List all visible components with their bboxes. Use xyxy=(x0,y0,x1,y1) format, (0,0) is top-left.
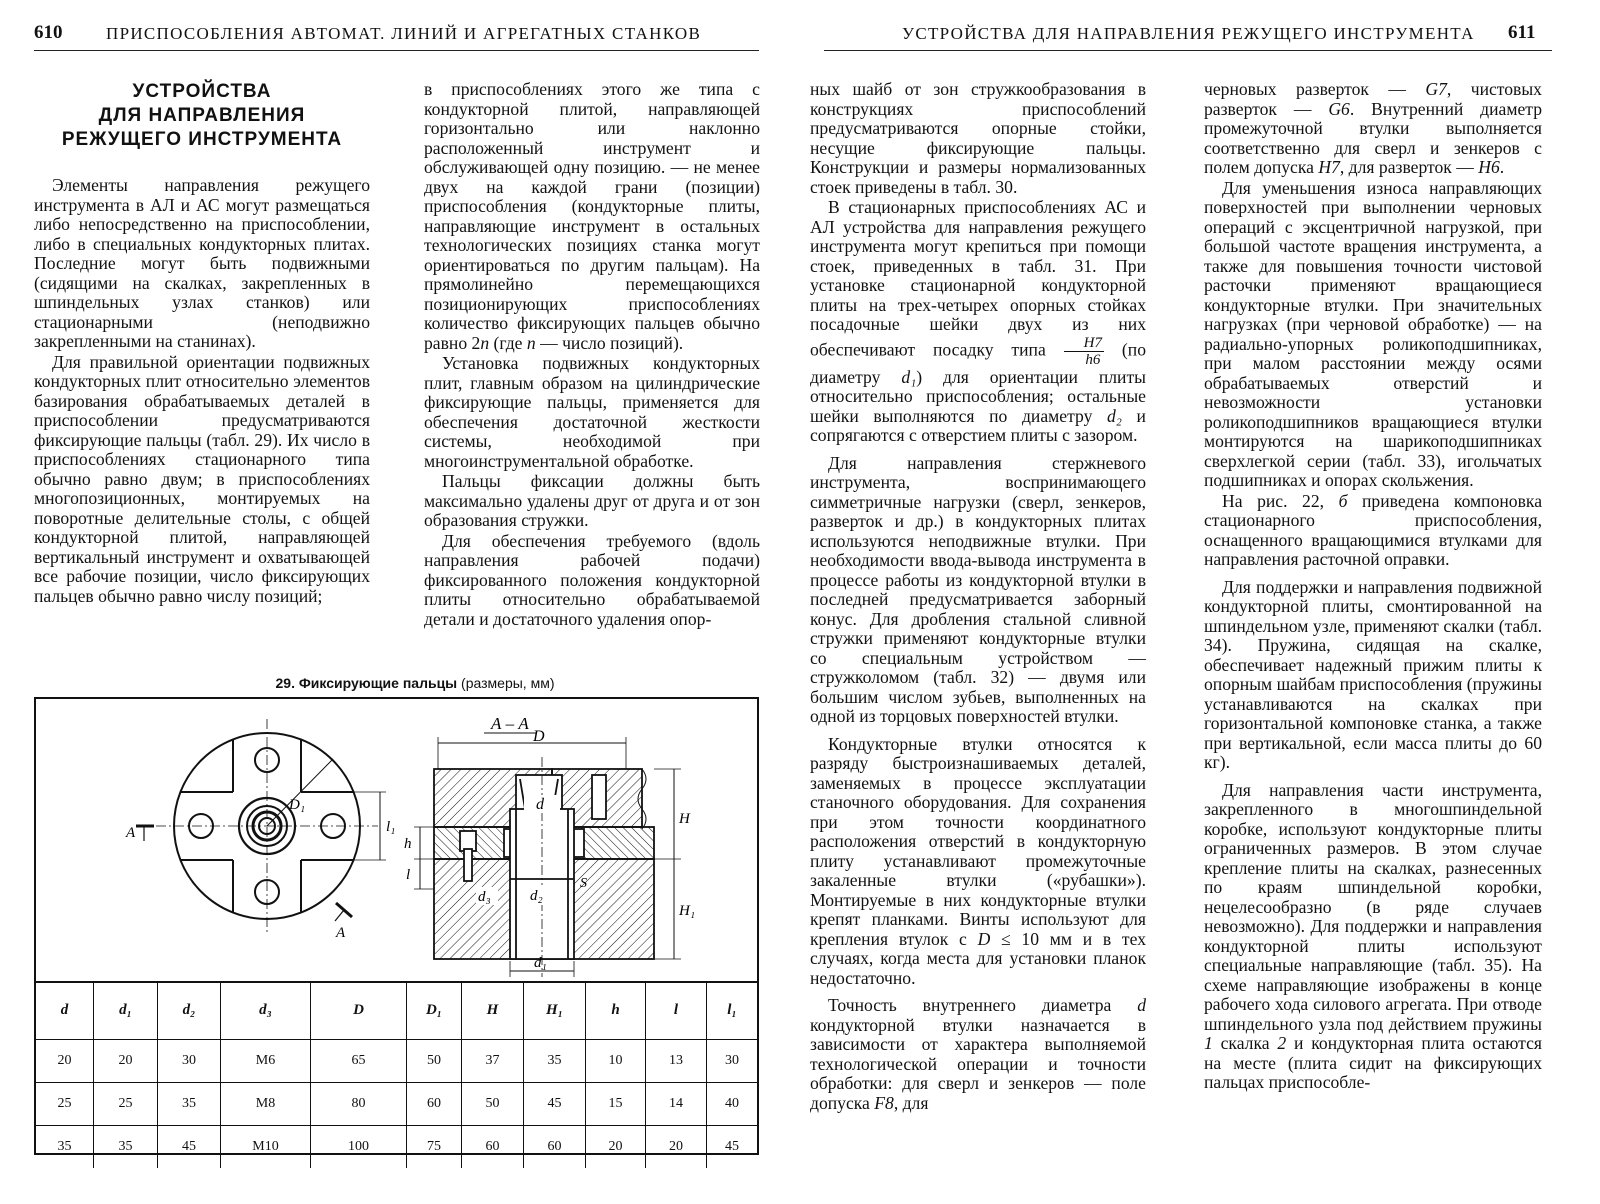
paragraph: Элементы направления режущего инструмента в АЛ и АС могут размещаться либо непосредственно на приспособлении, либо в специальных кондукторных плитах. Последние могут быть подвижными (сидящими на скалках, закрепленных в шпиндельных узлах станков) или стационарными (неподвижно закрепленными на станинах). xyxy=(34,175,370,351)
text-column-3 xyxy=(810,80,1146,1113)
paragraph: Для направления стержневого инструмента, воспринимающего симметричные нагрузки (сверл, зенкеров, разверток и др.) в кондукторных плитах используются неподвижные втулки. При необходимости ввода-вывода инструмента в процессе работы из кондукторной втулки в последней предусматривается заборный конус. Для дробления стальной сливной стружки применяют кондукторные втулки со специальным устройством — стружколомом (табл. 32) — двумя или большим числом зубьев, выполненных на одной из торцовых поверхностей втулки. xyxy=(810,452,1146,726)
section-title: УСТРОЙСТВА ДЛЯ НАПРАВЛЕНИЯ РЕЖУЩЕГО ИНСТРУМЕНТА xyxy=(61,81,343,150)
col-header: d xyxy=(36,981,94,1040)
paragraph: Пальцы фиксации должны быть максимально удалены друг от друга и от зон образования стружки. xyxy=(424,471,760,530)
section-view xyxy=(434,757,654,977)
col-header: D xyxy=(311,981,407,1040)
col-header: l₁ xyxy=(707,981,758,1040)
text-column-4 xyxy=(1204,80,1542,1093)
label-section: А – А xyxy=(491,714,529,733)
label-D1: D₁ xyxy=(289,797,306,813)
table-cell: 35 xyxy=(94,1126,158,1169)
label-l1: l₁ xyxy=(386,819,396,835)
plan-view xyxy=(136,719,386,933)
label-d: d xyxy=(536,796,544,813)
label-l: l xyxy=(406,867,411,883)
table-cell: 40 xyxy=(707,1083,758,1126)
right-page xyxy=(810,0,1600,1204)
col-header: d₁ xyxy=(94,981,158,1040)
table-cell: 30 xyxy=(158,1040,221,1083)
table-row xyxy=(36,1083,757,1126)
paragraph: Установка подвижных кондукторных плит, главным образом на цилиндрические фиксирующие пальцы, применяется для обеспечения достаточной жесткости системы, необходимой при многоинструментальной обработке. xyxy=(424,353,760,471)
table-cell: 35 xyxy=(524,1040,586,1083)
label-d2: d₂ xyxy=(530,888,543,904)
text-column-1 xyxy=(34,80,370,606)
paragraph: Для направления части инструмента, закрепленного в многошпиндельной коробке, используют кондукторные плиты ограниченных размеров. В этом случае крепление плиты на скалках, разнесенных по краям шпиндельной коробки, нецелесообразно (в ряде случаев невозможно). Для поддержки и направления кондукторной плиты используют специальные направляющие (табл. 35). На схеме направляющие изображены в конце рабочего хода силового агрегата. При отводе шпиндельного узла под действием пружины 1 скалка 2 и кондукторная плита остаются на месте (плита сидит на фиксирующих пальцах приспособле- xyxy=(1204,779,1542,1092)
paragraph: Кондукторные втулки относятся к разряду быстроизнашиваемых деталей, заменяемых в процессе эксплуатации станочного оборудования. Для сохранения при этом точности координатного расположения отверстий в кондукторную плиту устанавливают промежуточные закаленные втулки («рубашки»). Монтируемые в них кондукторные втулки крепят планками. Винты используют для крепления втулок с D ≤ 10 мм и в тех случаях, когда места для установки планок недостаточно. xyxy=(810,733,1146,988)
paragraph: черновых разверток — G7, чистовых разверток — G6. Внутренний диаметр промежуточной втулки выполняется соответственно для сверл и зенкеров с полем допуска H7, для разверток — H6. xyxy=(1204,79,1542,177)
dimensions-table xyxy=(36,981,757,1168)
table-header-row xyxy=(36,981,757,1040)
col-header: H₁ xyxy=(524,981,586,1040)
left-page xyxy=(0,0,795,1204)
table-29 xyxy=(34,697,759,1155)
table-row xyxy=(36,1040,757,1083)
table-cell: 20 xyxy=(646,1126,707,1169)
running-head-right: УСТРОЙСТВА ДЛЯ НАПРАВЛЕНИЯ РЕЖУЩЕГО ИНСТРУМЕНТА xyxy=(902,24,1475,43)
col-header: d₃ xyxy=(221,981,311,1040)
table-cell: 80 xyxy=(311,1083,407,1126)
col-header: D₁ xyxy=(407,981,462,1040)
paragraph: Для обеспечения требуемого (вдоль направления рабочей подачи) фиксированного положения кондукторной плиты относительно обрабатываемой детали и достаточного удаления опор- xyxy=(424,530,760,629)
page-number-right: 611 xyxy=(1508,22,1536,43)
table-cell: 20 xyxy=(36,1040,94,1083)
text-column-2 xyxy=(424,80,760,629)
table-cell: 14 xyxy=(646,1083,707,1126)
header-rule-right xyxy=(824,50,1552,51)
table-cell: 35 xyxy=(36,1126,94,1169)
label-h: h xyxy=(404,836,412,852)
fit-fraction: $\frac{H7}{h6}$ xyxy=(1064,335,1104,368)
label-A-right: А xyxy=(336,925,346,941)
label-D: D xyxy=(533,728,545,745)
table-cell: 35 xyxy=(158,1083,221,1126)
paragraph: В стационарных приспособлениях АС и АЛ устройства для направления режущего инструмента могут крепиться при помощи стоек, приведенных в табл. 31. При установке стационарной кондукторной плиты на трех-четырех опорных стойках посадочные шейки двух из них обеспечивают посадку типа $\frac{H7}{h6}$ (по диаметру d₁) для ориентации плиты относительно приспособления; остальные шейки выполняются по диаметру d₂ и сопрягаются с отверстием плиты с зазором. xyxy=(810,197,1146,445)
paragraph: Точность внутреннего диаметра d кондукторной втулки назначается в зависимости от характера выполняемой технологической операции и точности обработки: для сверл и зенкеров — поле допуска F8, для xyxy=(810,995,1146,1113)
drawing-svg xyxy=(36,699,757,981)
table-cell: 50 xyxy=(407,1040,462,1083)
technical-drawing xyxy=(36,699,757,983)
col-header: d₂ xyxy=(158,981,221,1040)
table-cell: 20 xyxy=(94,1040,158,1083)
label-H1: H₁ xyxy=(679,903,696,919)
table-cell: 100 xyxy=(311,1126,407,1169)
table-caption: 29. Фиксирующие пальцы (размеры, мм) xyxy=(275,675,555,691)
label-d1: d₁ xyxy=(534,955,547,971)
paragraph: Для правильной ориентации подвижных кондукторных плит относительно элементов базирования обрабатываемых деталей в приспособлении предусматриваются фиксирующие пальцы (табл. 29). Их число в приспособлениях стационарного типа обычно равно двум; в приспособлениях многопозиционных, монтируемых на поворотные делительные столы, с общей кондукторной плитой, направляющей вертикальный инструмент и охватывающей все рабочие позиции, число фиксирующих пальцев обычно равно числу позиций; xyxy=(34,351,370,606)
label-A-left: А xyxy=(126,825,136,841)
table-cell: M8 xyxy=(221,1083,311,1126)
table-cell: 25 xyxy=(94,1083,158,1126)
table-cell: 25 xyxy=(36,1083,94,1126)
table-cell: 45 xyxy=(158,1126,221,1169)
paragraph: ных шайб от зон стружкообразования в конструкциях приспособлений предусматриваются опорные стойки, несущие фиксирующие пальцы. Конструкции и размеры нормализованных стоек приведены в табл. 30. xyxy=(810,79,1146,197)
header-rule-left xyxy=(34,50,759,51)
paragraph: Для поддержки и направления подвижной кондукторной плиты, смонтированной на шпиндельном узле, применяют скалки (табл. 34). Пружина, сидящая на скалке, обеспечивает надежный прижим плиты к опорным шайбам приспособления (пружины устанавливаются на скалках при горизонтальной компоновке станка, а также при вертикальной, если масса плиты до 60 кг). xyxy=(1204,576,1542,772)
table-cell: M10 xyxy=(221,1126,311,1169)
paragraph: в приспособлениях этого же типа с кондукторной плитой, направляющей горизонтально или наклонно расположенный инструмент и обслуживающей одну позицию. — не менее двух на каждой грани (позиции) приспособления (кондукторные плиты, направляющие инструмент в остальных технологических позициях станка могут ориентироваться по другим пальцам). На прямолинейно перемещающихся позиционирующих приспособлениях количество фиксирующих пальцев обычно равно 2n (где n — число позиций). xyxy=(424,79,760,353)
col-header: l xyxy=(646,981,707,1040)
table-cell: 65 xyxy=(311,1040,407,1083)
table-cell: 13 xyxy=(646,1040,707,1083)
label-d3: d₃ xyxy=(478,889,491,905)
table-cell: 37 xyxy=(462,1040,524,1083)
label-H: H xyxy=(679,811,690,827)
table-cell: 15 xyxy=(586,1083,646,1126)
col-header: H xyxy=(462,981,524,1040)
paragraph: Для уменьшения износа направляющих поверхностей при выполнении черновых операций с эксцентричной нагрузкой, при большой частоте вращения инструмента, а также для повышения точности чистовой расточки применяют вращающиеся кондукторные втулки. При значительных нагрузках (при черновой обработке) — на радиально-упорных роликоподшипниках, при малом расстоянии между осями обрабатываемых отверстий и невозможности установки роликоподшипников вращающиеся втулки монтируются на шарикоподшипниках сверхлегкой серии (табл. 33), игольчатых подшипниках и опорах скольжения. xyxy=(1204,177,1542,490)
table-cell: 60 xyxy=(524,1126,586,1169)
table-cell: 30 xyxy=(707,1040,758,1083)
table-cell: 20 xyxy=(586,1126,646,1169)
table-cell: 10 xyxy=(586,1040,646,1083)
table-cell: 45 xyxy=(707,1126,758,1169)
table-cell: 60 xyxy=(462,1126,524,1169)
running-head-left: ПРИСПОСОБЛЕНИЯ АВТОМАТ. ЛИНИЙ И АГРЕГАТНЫХ СТАНКОВ xyxy=(106,24,702,43)
table-row xyxy=(36,1126,757,1169)
table-cell: M6 xyxy=(221,1040,311,1083)
table-cell: 45 xyxy=(524,1083,586,1126)
page-number-left: 610 xyxy=(34,22,63,43)
table-cell: 60 xyxy=(407,1083,462,1126)
paragraph: На рис. 22, б приведена компоновка стационарного приспособления, оснащенного вращающимися втулками для направления расточной оправки. xyxy=(1204,490,1542,569)
table-cell: 50 xyxy=(462,1083,524,1126)
col-header: h xyxy=(586,981,646,1040)
table-cell: 75 xyxy=(407,1126,462,1169)
label-S: S xyxy=(580,876,587,891)
